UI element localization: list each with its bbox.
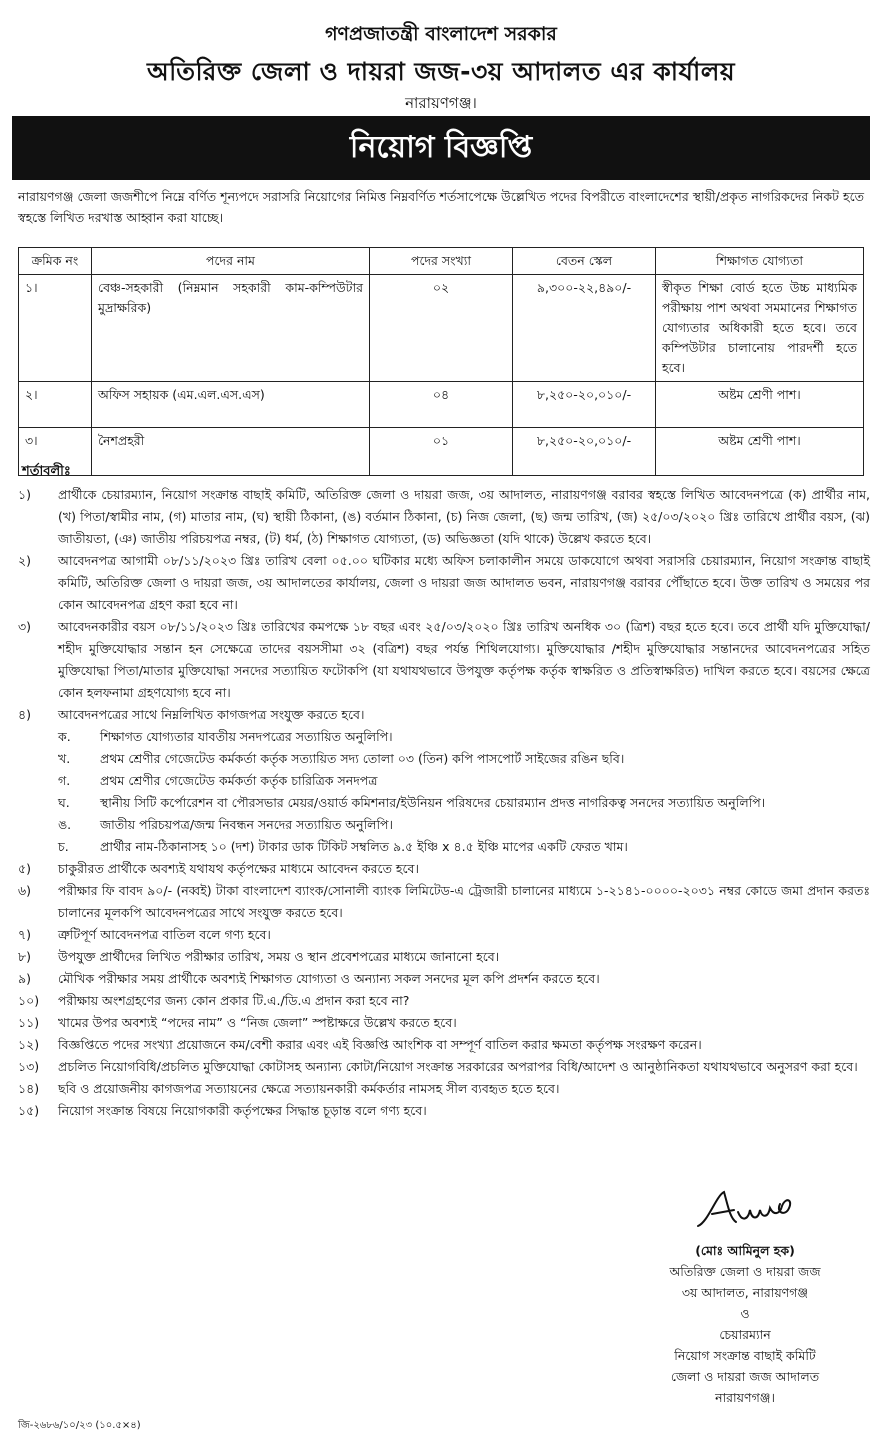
document-text: প্রথম শ্রেণীর গেজেটেড কর্মকর্তা কর্তৃক সত্যায়িত সদ্য তোলা ০৩ (তিন) কপি পাসপোর্ট সাইজের রঙিন ছবি।	[100, 751, 625, 766]
col-post-count: পদের সংখ্যা	[370, 248, 513, 275]
term-text: উপযুক্ত প্রার্থীদের লিখিত পরীক্ষার তারিখ, সময় ও স্থান প্রবেশপত্রের মাধ্যমে জানানো হবে।	[58, 949, 500, 964]
cell-serial: ৩।	[19, 428, 92, 476]
vacancy-table	[18, 247, 864, 476]
cell-post-count: ০১	[370, 428, 513, 476]
table-header-row	[19, 248, 864, 275]
list-item	[18, 1012, 870, 1034]
cell-qualification: অষ্টম শ্রেণী পাশ।	[656, 428, 864, 476]
document-text: প্রার্থীর নাম-ঠিকানাসহ ১০ (দশ) টাকার ডাক টিকিট সম্বলিত ৯.৫ ইঞ্চি x ৪.৫ ইঞ্চি মাপের একটি ফেরত খাম।	[100, 839, 628, 854]
list-item	[18, 1078, 870, 1100]
list-item	[18, 1056, 870, 1078]
document-label: খ.	[58, 751, 71, 766]
term-number: ৫)	[18, 861, 31, 876]
term-number: ২)	[18, 553, 32, 568]
document-text: স্থানীয় সিটি কর্পোরেশন বা পৌরসভার মেয়র/ওয়ার্ড কমিশনার/ইউনিয়ন পরিষদের চেয়ারম্যান প্রদত্ত নাগরিকত্ব সনদের সত্যায়িত অনুলিপি।	[100, 795, 766, 810]
document-label: ঘ.	[58, 795, 70, 810]
print-reference: জি-২৬৮৬/১০/২৩ (১০.৫×৪)	[18, 1420, 141, 1431]
term-number: ৬)	[18, 883, 32, 898]
term-number: ৭)	[18, 927, 32, 942]
list-item	[18, 484, 870, 550]
signatory-line: চেয়ারম্যান	[719, 1327, 771, 1342]
signatory-line: ৩য় আদালত, নারায়ণগঞ্জ	[681, 1285, 809, 1300]
document-item	[58, 770, 870, 792]
signatory-block	[610, 1240, 880, 1408]
term-number: ৮)	[18, 949, 31, 964]
term-text: পরীক্ষার ফি বাবদ ৯০/- (নব্বই) টাকা বাংলাদেশ ব্যাংক/সোনালী ব্যাংক লিমিটেড-এ ট্রেজারী চালানের মাধ্যমে ১-২১৪১-০০০০-২০৩১ নম্বর কোডে জমা প্রদান করতঃ চালানের মূলকপি আবেদনপত্রের সাথে সংযুক্ত করতে হবে।	[58, 883, 870, 920]
list-item	[18, 946, 870, 968]
list-item	[18, 550, 870, 616]
document-item	[58, 836, 870, 858]
list-item	[18, 704, 870, 726]
signatory-line: জেলা ও দায়রা জজ আদালত	[670, 1369, 820, 1384]
document-item	[58, 792, 870, 814]
table-row	[19, 382, 864, 428]
term-text: নিয়োগ সংক্রান্ত বিষয়ে নিয়োগকারী কর্তৃপক্ষের সিদ্ধান্ত চূড়ান্ত বলে গণ্য হবে।	[58, 1103, 427, 1118]
term-text: বিজ্ঞপ্তিতে পদের সংখ্যা প্রয়োজনে কম/বেশী করার এবং এই বিজ্ঞপ্তি আংশিক বা সম্পূর্ণ বাতিল করার ক্ষমতা কর্তৃপক্ষ সংরক্ষণ করেন।	[58, 1037, 702, 1052]
term-text: আবেদনপত্রের সাথে নিম্নলিখিত কাগজপত্র সংযুক্ত করতে হবে।	[58, 707, 365, 722]
document-item	[58, 748, 870, 770]
cell-serial: ২।	[19, 382, 92, 428]
term-text: ছবি ও প্রয়োজনীয় কাগজপত্র সত্যায়নের ক্ষেত্রে সত্যায়নকারী কর্মকর্তার নামসহ সীল ব্যবহৃত হতে হবে।	[58, 1081, 560, 1096]
cell-pay-scale: ৯,৩০০-২২,৪৯০/-	[513, 275, 656, 382]
term-number: ১৪)	[18, 1081, 40, 1096]
list-item	[18, 990, 870, 1012]
col-serial: ক্রমিক নং	[19, 248, 92, 275]
intro-paragraph: নারায়ণগঞ্জ জেলা জজশীপে নিম্নে বর্ণিত শূন্যপদে সরাসরি নিয়োগের নিমিত্ত নিম্নবর্ণিত শর্তসাপেক্ষে উল্লেখিত পদের বিপরীতে বাংলাদেশের স্থায়ী/প্রকৃত নাগরিকদের নিকট হতে স্বহস্তে লিখিত দরখাস্ত আহ্বান করা যাচ্ছে।	[18, 189, 864, 225]
term-text: আবেদনকারীর বয়স ০৮/১১/২০২৩ খ্রিঃ তারিখের কমপক্ষে ১৮ বছর এবং ২৫/০৩/২০২০ খ্রিঃ তারিখ অনধিক ৩০ (ত্রিশ) বছর হতে হবে। তবে প্রার্থী যদি মুক্তিযোদ্ধা/শহীদ মুক্তিযোদ্ধার সন্তান হন সেক্ষেত্রে তাদের বয়সসীমা ৩২ (বত্রিশ) বছর পর্যন্ত শিথিলযোগ্য। মুক্তিযোদ্ধার /শহীদ মুক্তিযোদ্ধার সন্তানদের আবেদনপত্রের সহিত মুক্তিযোদ্ধা পিতা/মাতার মুক্তিযোদ্ধা সনদের সত্যায়িত ফটোকপি (যা যথাযথভাবে উপযুক্ত কর্তৃপক্ষ কর্তৃক স্বাক্ষরিত ও প্রতিস্বাক্ষরিত) দাখিল করতে হবে। বয়সের ক্ষেত্রে কোন হলফনামা গ্রহণযোগ্য হবে না।	[58, 619, 870, 700]
document-label: ক.	[58, 729, 71, 744]
list-item	[18, 968, 870, 990]
term-text: চাকুরীরত প্রার্থীকে অবশ্যই যথাযথ কর্তৃপক্ষের মাধ্যমে আবেদন করতে হবে।	[58, 861, 419, 876]
term-number: ৩)	[18, 619, 32, 634]
term-number: ১১)	[18, 1015, 40, 1030]
cell-qualification: স্বীকৃত শিক্ষা বোর্ড হতে উচ্চ মাধ্যমিক পরীক্ষায় পাশ অথবা সমমানের শিক্ষাগত যোগ্যতার অধিকারী হতে হবে। তবে কম্পিউটার চালানোয় পারদর্শী হতে হবে।	[656, 275, 864, 382]
term-number: ৯)	[18, 971, 31, 986]
term-text: পরীক্ষায় অংশগ্রহণের জন্য কোন প্রকার টি.এ./ডি.এ প্রদান করা হবে না?	[58, 993, 410, 1008]
cell-post-name: নৈশপ্রহরী	[92, 428, 370, 476]
government-title: গণপ্রজাতন্ত্রী বাংলাদেশ সরকার	[325, 23, 557, 45]
term-number: ১২)	[18, 1037, 40, 1052]
list-item	[18, 880, 870, 924]
office-title: অতিরিক্ত জেলা ও দায়রা জজ-৩য় আদালত এর কার্যালয়	[146, 57, 736, 86]
term-text: প্রার্থীকে চেয়ারম্যান, নিয়োগ সংক্রান্ত বাছাই কমিটি, অতিরিক্ত জেলা ও দায়রা জজ, ৩য় আদালত, নারায়ণগঞ্জ বরাবর স্বহস্তে লিখিত আবেদনপত্রে (ক) প্রার্থীর নাম, (খ) পিতা/স্বামীর নাম, (গ) মাতার নাম, (ঘ) স্থায়ী ঠিকানা, (ঙ) বর্তমান ঠিকানা, (চ) নিজ জেলা, (ছ) জন্ম তারিখ, (জ) ২৫/০৩/২০২০ খ্রিঃ তারিখে প্রার্থীর বয়স, (ঝ) জাতীয়তা, (ঞ) জাতীয় পরিচয়পত্র নম্বর, (ট) ধর্ম, (ঠ) শিক্ষাগত যোগ্যতা, (ড) অভিজ্ঞতা (যদি থাকে) উল্লেখ করতে হবে।	[58, 487, 870, 546]
term-text: ত্রুটিপূর্ণ আবেদনপত্র বাতিল বলে গণ্য হবে।	[58, 927, 271, 942]
cell-qualification: অষ্টম শ্রেণী পাশ।	[656, 382, 864, 428]
notice-banner	[12, 116, 870, 180]
document-item	[58, 814, 870, 836]
signatory-line: নিয়োগ সংক্রান্ত বাছাই কমিটি	[674, 1348, 816, 1363]
cell-pay-scale: ৮,২৫০-২০,০১০/-	[513, 428, 656, 476]
cell-post-count: ০৪	[370, 382, 513, 428]
document-text: প্রথম শ্রেণীর গেজেটেড কর্মকর্তা কর্তৃক চারিত্রিক সনদপত্র	[100, 773, 378, 788]
term-number: ৪)	[18, 707, 31, 722]
signatory-line: নারায়ণগঞ্জ।	[715, 1390, 775, 1405]
term-text: প্রচলিত নিয়োগবিধি/প্রচলিত মুক্তিযোদ্ধা কোটাসহ অন্যান্য কোটা/নিয়োগ সংক্রান্ত সরকারের অপরাপর বিধি/আদেশ ও আনুষ্ঠানিকতা যথাযথভাবে অনুসরণ করা হবে।	[58, 1059, 858, 1074]
office-location: নারায়ণগঞ্জ।	[405, 94, 477, 112]
list-item	[18, 1034, 870, 1056]
document-text: শিক্ষাগত যোগ্যতার যাবতীয় সনদপত্রের সত্যায়িত অনুলিপি।	[100, 729, 393, 744]
notice-title: নিয়োগ বিজ্ঞপ্তি	[349, 130, 533, 165]
term-number: ১০)	[18, 993, 40, 1008]
document-item	[58, 726, 870, 748]
term-number: ১)	[18, 487, 31, 502]
col-pay-scale: বেতন স্কেল	[513, 248, 656, 275]
terms-heading: শর্তাবলীঃ	[22, 464, 71, 479]
handwritten-signature	[690, 1182, 810, 1238]
cell-post-count: ০২	[370, 275, 513, 382]
cell-serial: ১।	[19, 275, 92, 382]
table-row	[19, 428, 864, 476]
cell-post-name: বেঞ্চ-সহকারী (নিম্নমান সহকারী কাম-কম্পিউটার মুদ্রাক্ষরিক)	[92, 275, 370, 382]
document-label: চ.	[58, 839, 69, 854]
terms-list	[18, 484, 870, 1122]
term-text: খামের উপর অবশ্যই “পদের নাম” ও “নিজ জেলা” স্পষ্টাক্ষরে উল্লেখ করতে হবে।	[58, 1015, 457, 1030]
term-number: ১৫)	[18, 1103, 40, 1118]
col-post-name: পদের নাম	[92, 248, 370, 275]
list-item	[18, 616, 870, 704]
term-text: মৌখিক পরীক্ষার সময় প্রার্থীকে অবশ্যই শিক্ষাগত যোগ্যতা ও অন্যান্য সকল সনদের মূল কপি প্রদর্শন করতে হবে।	[58, 971, 600, 986]
cell-post-name: অফিস সহায়ক (এম.এল.এস.এস)	[92, 382, 370, 428]
table-row	[19, 275, 864, 382]
document-label: গ.	[58, 773, 71, 788]
term-text: আবেদনপত্র আগামী ০৮/১১/২০২৩ খ্রিঃ তারিখ বেলা ০৫.০০ ঘটিকার মধ্যে অফিস চলাকালীন সময়ে ডাকযোগে অথবা সরাসরি চেয়ারম্যান, নিয়োগ সংক্রান্ত বাছাই কমিটি, অতিরিক্ত জেলা ও দায়রা জজ, ৩য় আদালতের কার্যালয়, জেলা ও দায়রা জজ আদালত ভবন, নারায়ণগঞ্জ বরাবর পৌঁছাতে হবে। উক্ত তারিখ ও সময়ের পর কোন আবেদনপত্র গ্রহণ করা হবে না।	[58, 553, 870, 612]
list-item	[18, 858, 870, 880]
list-item	[18, 1100, 870, 1122]
document-text: জাতীয় পরিচয়পত্র/জন্ম নিবন্ধন সনদের সত্যায়িত অনুলিপি।	[100, 817, 394, 832]
document-label: ঙ.	[58, 817, 72, 832]
list-item	[18, 924, 870, 946]
signatory-line: ও	[740, 1306, 750, 1321]
col-qualification: শিক্ষাগত যোগ্যতা	[656, 248, 864, 275]
signatory-name: (মোঃ আমিনুল হক)	[695, 1243, 795, 1258]
term-number: ১৩)	[18, 1059, 40, 1074]
signatory-line: অতিরিক্ত জেলা ও দায়রা জজ	[669, 1264, 821, 1279]
cell-pay-scale: ৮,২৫০-২০,০১০/-	[513, 382, 656, 428]
